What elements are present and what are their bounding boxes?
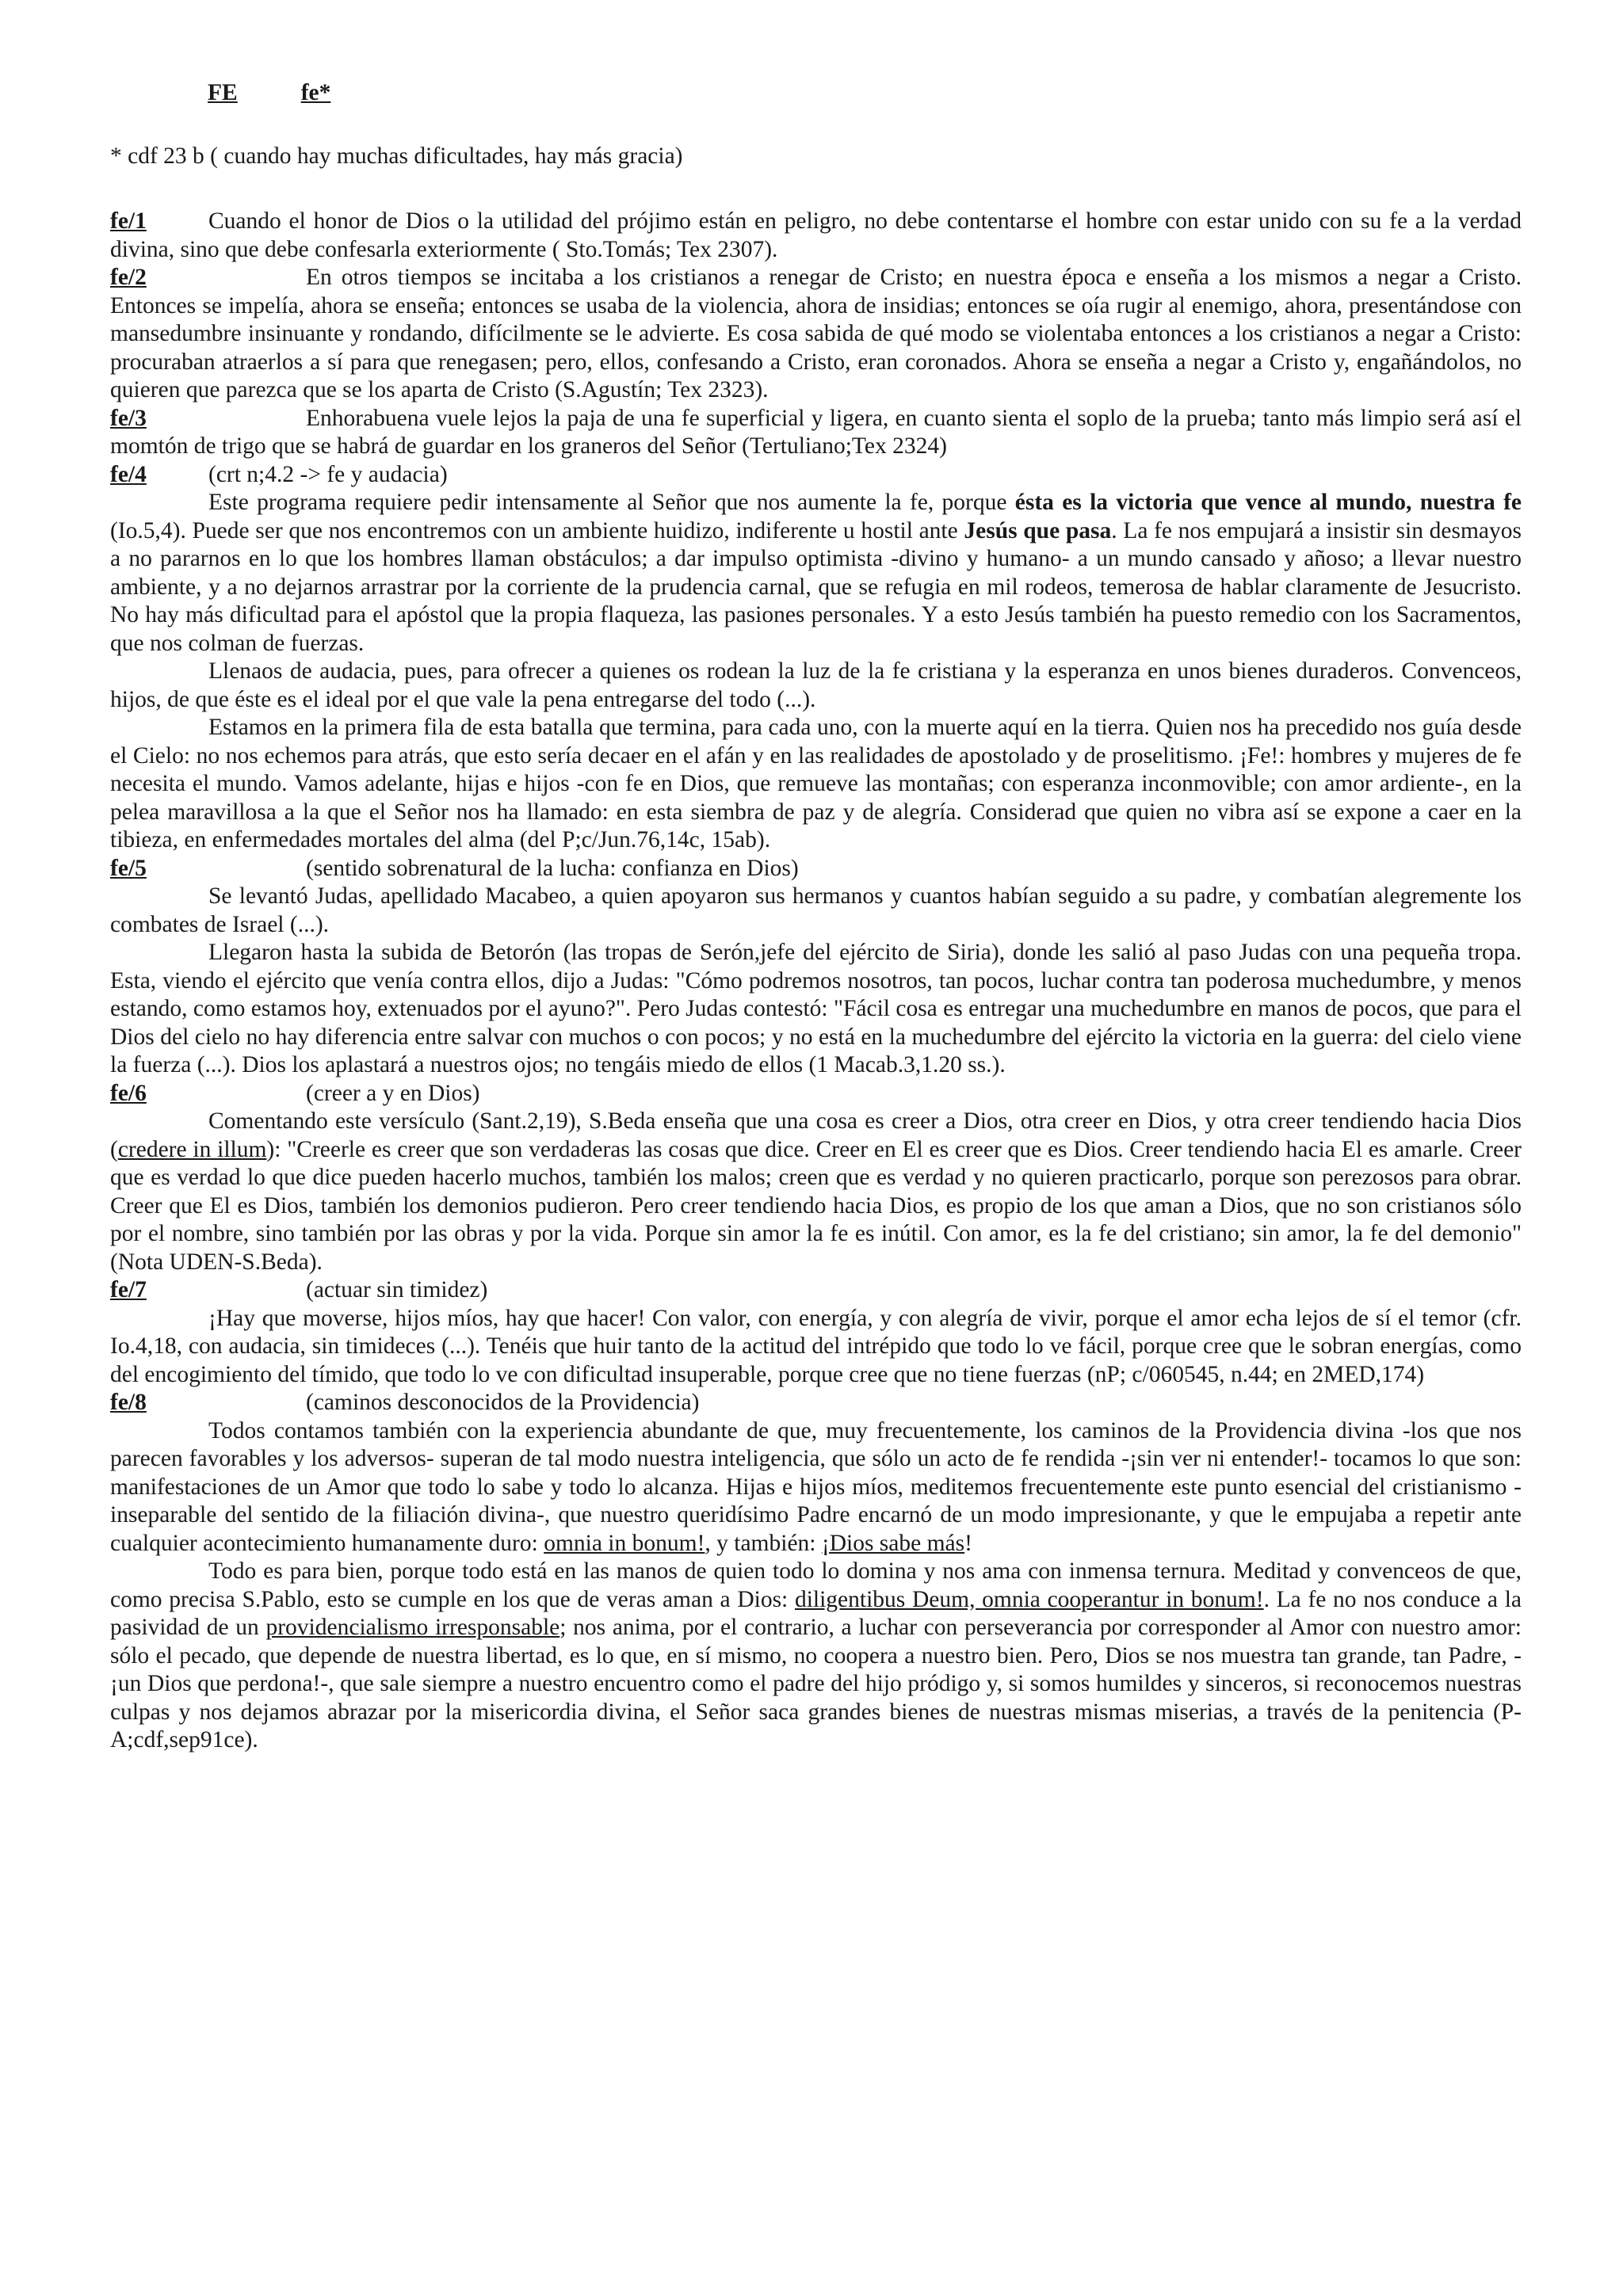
- paragraph: Se levantó Judas, apellidado Macabeo, a quien apoyaron sus hermanos y cuantos habían seguido a su padre, y combatían alegremente los combates de Israel (...).: [110, 883, 1522, 937]
- paragraph: [110, 1417, 1522, 1558]
- entry-heading: (actuar sin timidez): [306, 1277, 488, 1302]
- paragraph: [110, 1558, 1522, 1755]
- title-left: FE: [208, 80, 238, 105]
- text-run: . La fe no nos conduce a la pasividad de un: [110, 1586, 1522, 1640]
- page-title: [208, 79, 330, 108]
- entry-fe8-heading: [110, 1389, 1522, 1417]
- document-body: [110, 208, 1522, 1755]
- entry-label: fe/8: [110, 1390, 147, 1415]
- entry-heading: (sentido sobrenatural de la lucha: confianza en Dios): [306, 855, 799, 881]
- paragraph: Llenaos de audacia, pues, para ofrecer a quienes os rodean la luz de la fe cristiana y la esperanza en unos bienes duraderos. Convenceos, hijos, de que éste es el ideal por el que vale la pena entregarse del todo (...).: [110, 658, 1522, 712]
- entry-heading: (caminos desconocidos de la Providencia): [306, 1390, 700, 1415]
- entry-heading: (creer a y en Dios): [306, 1080, 480, 1106]
- paragraph: ¡Hay que moverse, hijos míos, hay que hacer! Con valor, con energía, y con alegría de vivir, porque el amor echa lejos de sí el temor (cfr. Io.4,18, con audacia, sin timideces (...). Tenéis que huir tanto de la actitud del intrépido que todo lo ve fácil, porque cree que le sobran energías, como del encogimiento del tímido, que todo lo ve con dificultad insuperable, porque cree que no tiene fuerzas (nP; c/060545, n.44; en 2MED,174): [110, 1305, 1522, 1387]
- entry-fe7-heading: [110, 1276, 1522, 1305]
- text-run: Todos contamos también con la experiencia abundante de que, muy frecuentemente, los caminos de la Providencia divina -los que nos parecen favorables y los adversos- superan de tal modo nuestra inteligencia, que sólo un acto de fe rendida -¡sin ver ni entender!- tocamos lo que son: manifestaciones de un Amor que todo lo sabe y todo lo alcanza. Hijas e hijos míos, meditemos frecuentemente este punto esencial del cristianismo -inseparable del sentido de la filiación divina-, que nuestro queridísimo Padre encarnó de un modo impresionante, y que le empujaba a repetir ante cualquier acontecimiento humanamente duro:: [110, 1417, 1522, 1556]
- entry-text: En otros tiempos se incitaba a los cristianos a renegar de Cristo; en nuestra época e enseña a los mismos a negar a Cristo. Entonces se impelía, ahora se enseña; entonces se usaba de la violencia, ahora de insidias; entonces se oía rugir al enemigo, ahora, presentándose con mansedumbre insinuante y rondando, difícilmente se le advierte. Es cosa sabida de qué modo se violentaba entonces a los cristianos a negar a Cristo: procuraban atraerlos a sí para que renegasen; pero, ellos, confesando a Cristo, eran coronados. Ahora se enseña a negar a Cristo y, engañándolos, no quieren que parezca que se los aparta de Cristo (S.Agustín; Tex 2323).: [110, 265, 1522, 402]
- paragraph: Llegaron hasta la subida de Betorón (las tropas de Serón,jefe del ejército de Siria), donde les salió al paso Judas con una pequeña tropa. Esta, viendo el ejército que venía contra ellos, dijo a Judas: "Cómo podremos nosotros, tan pocos, luchar contra tan poderosa muchedumbre, y menos estando, como estamos hoy, extenuados por el ayuno?". Pero Judas contestó: "Fácil cosa es entregar una muchedumbre en manos de pocos, que para el Dios del cielo no hay diferencia entre salvar con muchos o con pocos; y no está en la muchedumbre del ejército la victoria en la guerra: del cielo viene la fuerza (...). Dios los aplastará a nuestros ojos; no tengáis miedo de ellos (1 Macab.3,1.20 ss.).: [110, 940, 1522, 1077]
- text-run: Este programa requiere pedir intensamente al Señor que nos aumente la fe, porque: [208, 490, 1015, 515]
- text-run: Comentando este versículo (Sant.2,19), S.Beda enseña que una cosa es creer a Dios, otra creer en Dios, y otra creer tendiendo hacia Dios (: [110, 1108, 1522, 1162]
- latin-phrase: credere in illum: [117, 1136, 267, 1162]
- bold-quote: Jesús que pasa: [964, 517, 1112, 543]
- text-run: , y también:: [705, 1530, 822, 1556]
- entry-fe6-heading: [110, 1080, 1522, 1108]
- entry-label: fe/4: [110, 461, 147, 487]
- text-run: !: [964, 1530, 972, 1556]
- entry-fe3: [110, 405, 1522, 461]
- entry-label: fe/3: [110, 405, 147, 431]
- entry-label: fe/1: [110, 208, 147, 234]
- entry-label: fe/7: [110, 1277, 147, 1302]
- text-run: . La fe nos empujará a insistir sin desmayos a no pararnos en lo que los hombres llaman obstáculos; a dar impulso optimista -divino y humano- a un mundo cansado y añoso; a llevar nuestro ambiente, y a no dejarnos arrastrar por la corriente de la prudencia carnal, que se refugia en mil rodeos, temerosa de hablar claramente de Jesucristo. No hay más dificultad para el apóstol que la propia flaqueza, las pasiones personales. Y a esto Jesús también ha puesto remedio con los Sacramentos, que nos colman de fuerzas.: [110, 517, 1522, 656]
- bold-quote: ésta es la victoria que vence al mundo, nuestra fe: [1014, 490, 1522, 515]
- text-run: (Io.5,4). Puede ser que nos encontremos con un ambiente huidizo, indiferente u hostil ante: [110, 517, 964, 543]
- text-run: Todo es para bien, porque todo está en las manos de quien todo lo domina y nos ama con inmensa ternura. Meditad y convenceos de que, como precisa S.Pablo, esto se cumple en los que de veras aman a Dios:: [110, 1558, 1522, 1612]
- text-run: ; nos anima, por el contrario, a luchar con perseverancia por corresponder al Amor con nuestro amor: sólo el pecado, que depende de nuestra libertad, es lo que, en sí mismo, no coopera a nuestro bien. Pero, Dios se nos muestra tan grande, tan Padre, -¡un Dios que perdona!-, que sale siempre a nuestro encuentro como el padre del hijo pródigo y, si somos humildes y sinceros, si reconocemos nuestras culpas y nos dejamos abrazar por la misericordia divina, el Señor saca grandes bienes de nuestras mismas miserias, a través de la penitencia (P-A;cdf,sep91ce).: [110, 1615, 1522, 1753]
- paragraph: [110, 1108, 1522, 1276]
- entry-heading: (crt n;4.2 -> fe y audacia): [208, 461, 448, 487]
- latin-phrase: diligentibus Deum, omnia cooperantur in bonum!: [794, 1586, 1264, 1612]
- entry-label: fe/2: [110, 265, 147, 290]
- entry-fe4-heading: [110, 461, 1522, 490]
- underlined-phrase: ¡Dios sabe más: [821, 1530, 965, 1556]
- latin-phrase: omnia in bonum!: [544, 1530, 705, 1556]
- entry-text: Enhorabuena vuele lejos la paja de una fe superficial y ligera, en cuanto sienta el soplo de la prueba; tanto más limpio será así el momtón de trigo que se habrá de guardar en los graneros del Señor (Tertuliano;Tex 2324): [110, 405, 1522, 459]
- entry-fe2: [110, 264, 1522, 405]
- title-right: fe*: [300, 80, 331, 105]
- text-run: ): "Creerle es creer que son verdaderas las cosas que dice. Creer en El es creer que es Dios. Creer tendiendo hacia El es amarle. Creer que es verdad lo que dice pueden hacerlo muchos, también los malos; creen que es verdad y no quieren practicarlo, porque son perezosos para obrar. Creer que El es Dios, también los demonios pudieron. Pero creer tendiendo hacia Dios, es propio de los que aman a Dios, que no son cristianos sólo por el nombre, sino también por las obras y por la vida. Porque sin amor la fe es inútil. Con amor, es la fe del cristiano; sin amor, la fe del demonio" (Nota UDEN-S.Beda).: [110, 1136, 1522, 1275]
- entry-label: fe/5: [110, 855, 147, 881]
- entry-fe1: [110, 208, 1522, 264]
- entry-fe5-heading: [110, 855, 1522, 883]
- entry-text: Cuando el honor de Dios o la utilidad del prójimo están en peligro, no debe contentarse el hombre con estar unido con su fe a la verdad divina, sino que debe confesarla exteriormente ( Sto.Tomás; Tex 2307).: [110, 208, 1522, 262]
- paragraph: [110, 489, 1522, 658]
- entry-label: fe/6: [110, 1080, 147, 1106]
- underlined-phrase: providencialismo irresponsable: [265, 1615, 560, 1640]
- paragraph: Estamos en la primera fila de esta batalla que termina, para cada uno, con la muerte aquí en la tierra. Quien nos ha precedido nos guía desde el Cielo: no nos echemos para atrás, que esto sería decaer en el afán y en las realidades de apostolado y de proselitismo. ¡Fe!: hombres y mujeres de fe necesita el mundo. Vamos adelante, hijas e hijos -con fe en Dios, que remueve las montañas; con esperanza inconmovible; con amor ardiente-, en la pelea maravillosa a la que el Señor nos ha llamado: en esta siembra de paz y de alegría. Considerad que quien no vibra así se expone a caer en la tibieza, en enfermedades mortales del alma (del P;c/Jun.76,14c, 15ab).: [110, 715, 1522, 852]
- cross-reference-note: * cdf 23 b ( cuando hay muchas dificultades, hay más gracia): [110, 143, 683, 169]
